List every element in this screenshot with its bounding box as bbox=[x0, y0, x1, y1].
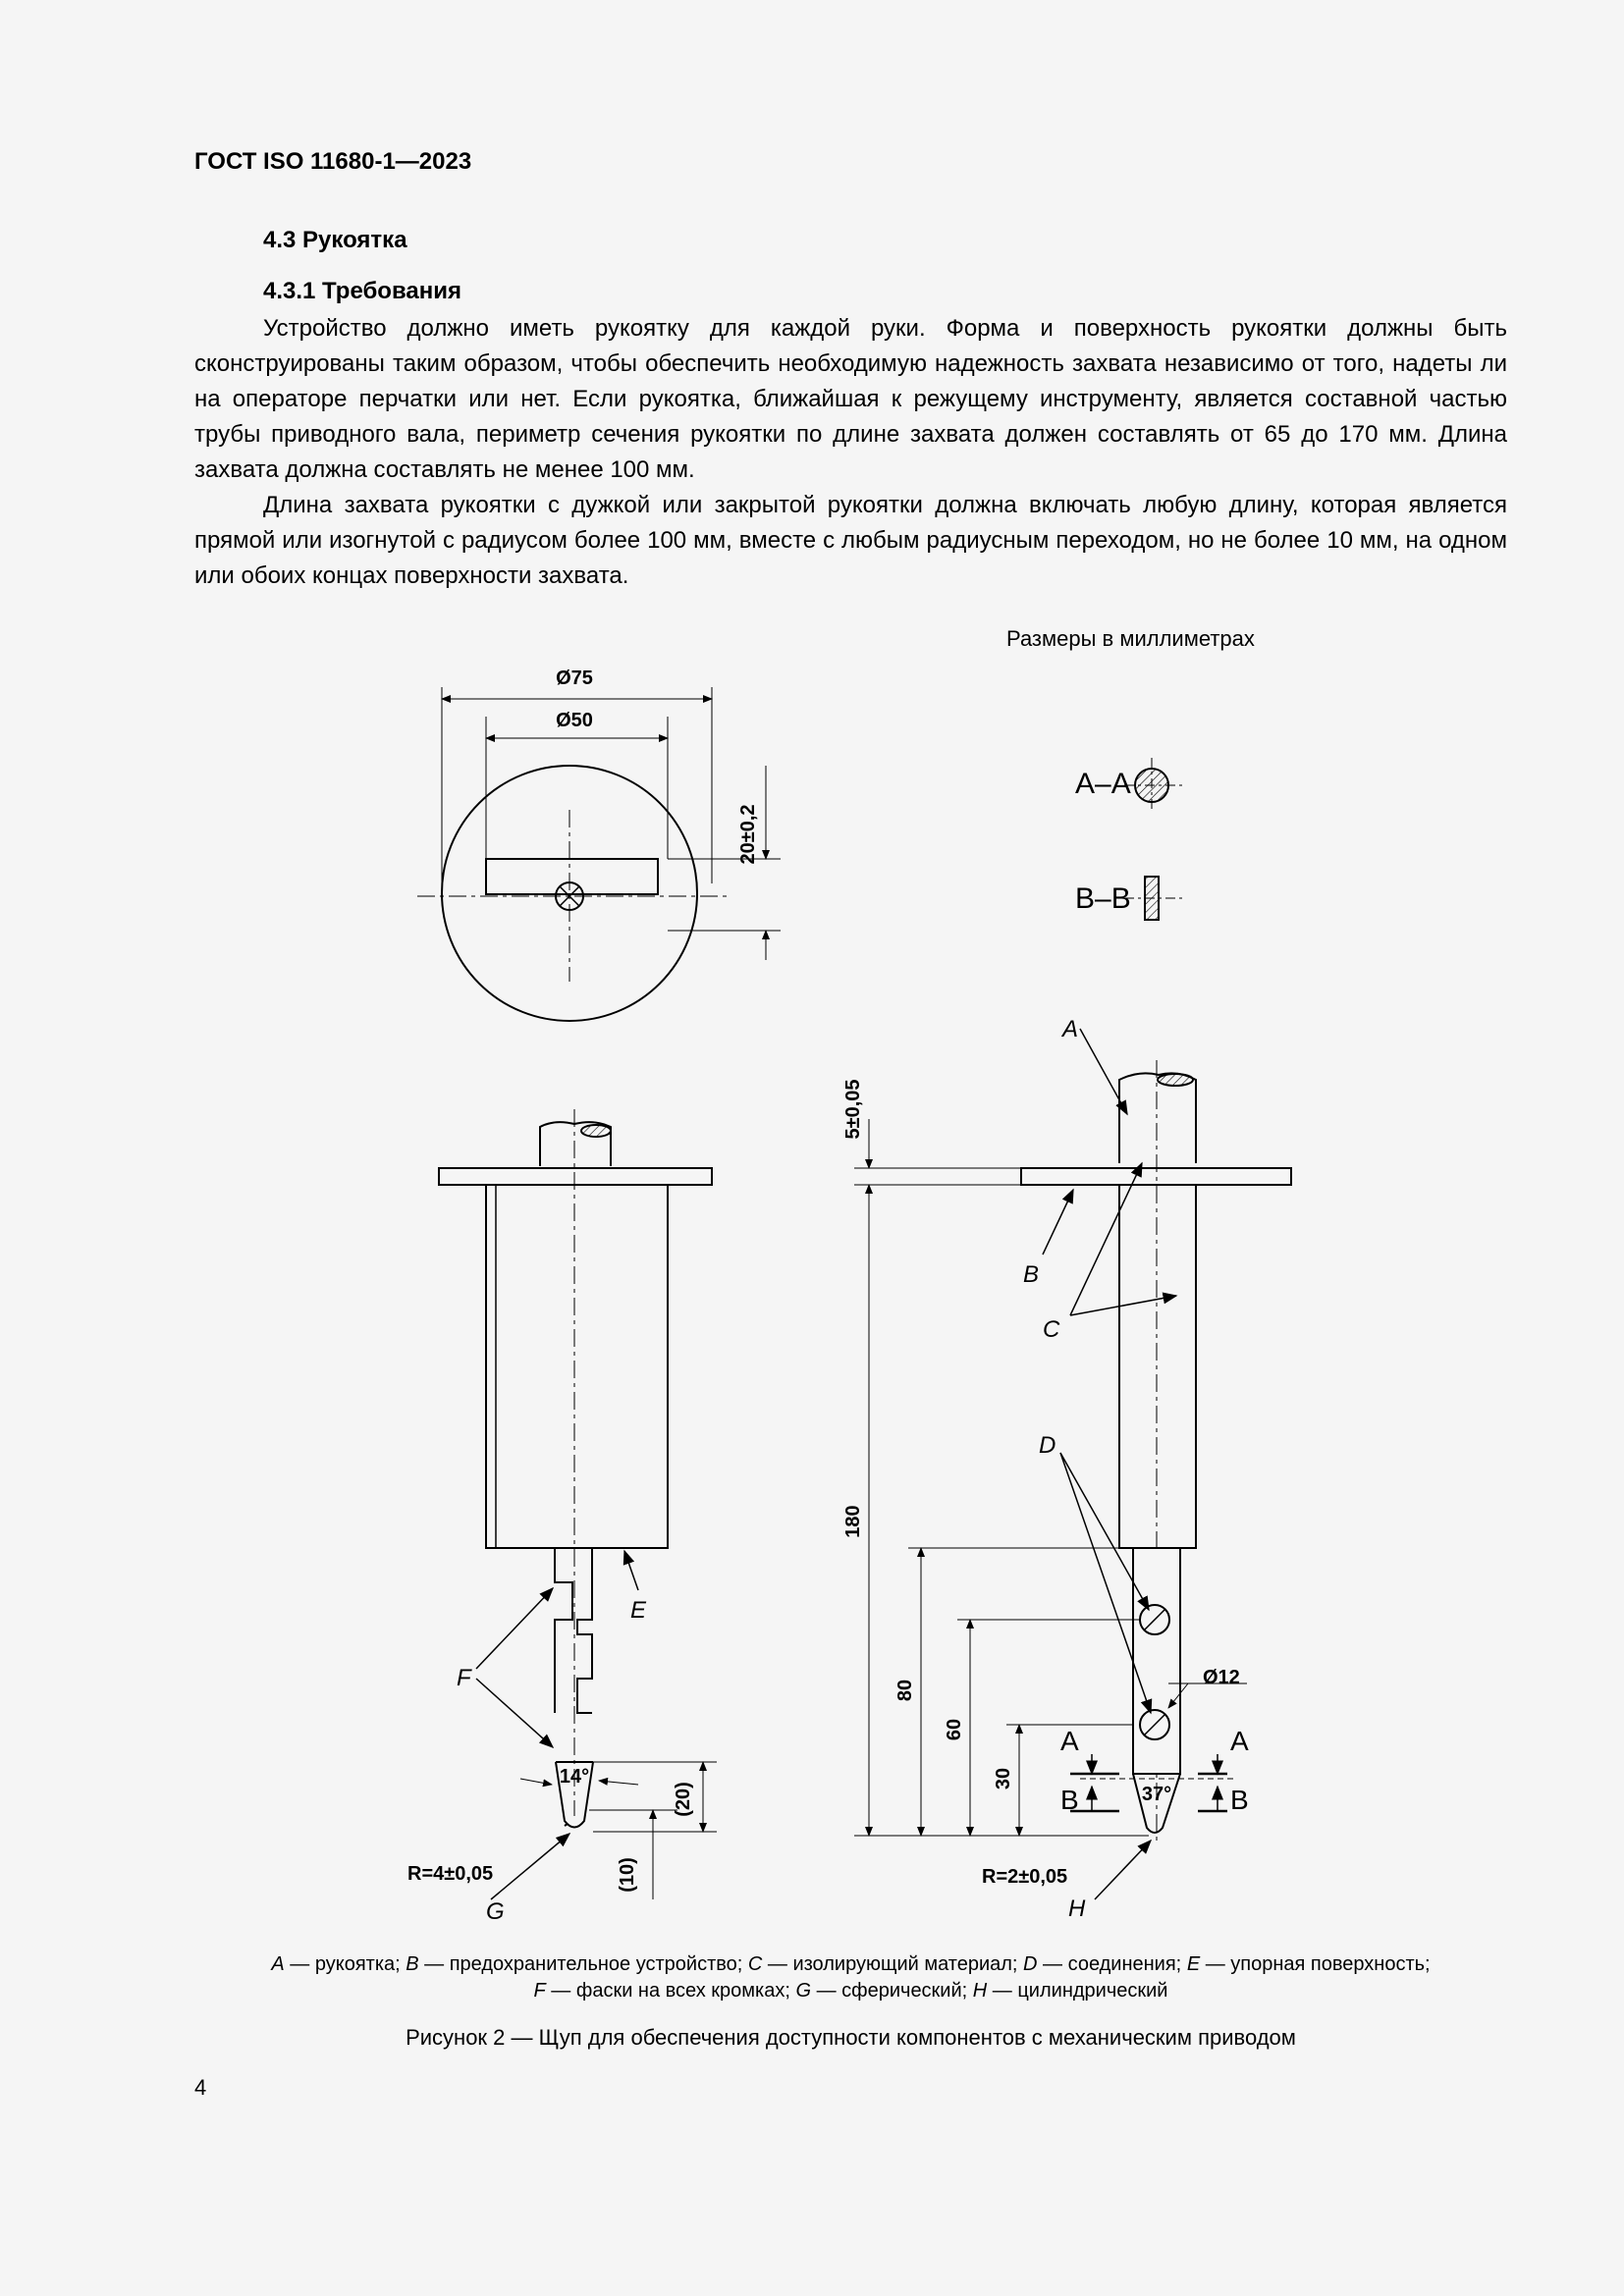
label-angle37: 37° bbox=[1141, 1784, 1172, 1805]
top-view bbox=[417, 687, 781, 1021]
label-key-A: A bbox=[1062, 1016, 1079, 1042]
label-key-C: C bbox=[1043, 1316, 1060, 1343]
legend-key-b: B bbox=[406, 1953, 419, 1975]
label-dim80: 80 bbox=[894, 1679, 916, 1702]
document-header: ГОСТ ISO 11680-1—2023 bbox=[194, 148, 472, 175]
label-key-G: G bbox=[486, 1898, 505, 1925]
subsection-heading: 4.3.1 Требования bbox=[263, 278, 462, 304]
legend-text-h: — цилиндрический bbox=[987, 1980, 1168, 2002]
legend-text-a: — рукоятка; bbox=[284, 1953, 406, 1975]
figure-caption: Рисунок 2 — Щуп для обеспечения доступности компонентов с механическим приводом bbox=[406, 2025, 1296, 2050]
label-B-left: B bbox=[1060, 1785, 1079, 1815]
label-dim30: 30 bbox=[993, 1767, 1014, 1790]
label-key-F: F bbox=[457, 1665, 471, 1691]
legend-text-g: — сферический; bbox=[811, 1980, 973, 2002]
side-view bbox=[854, 1029, 1291, 1899]
label-r2: R=2±0,05 bbox=[982, 1866, 1068, 1888]
paragraph-1: Устройство должно иметь рукоятку для каждой руки. Форма и поверхность рукоятки должны быть сконструированы таким образом, чтобы обеспечить необходимую надежность захвата независимо от того, надеты ли на операторе перчатки или нет. Если рукоятка, ближайшая к режущему инструменту, является составной частью трубы приводного вала, периметр сечения рукоятки по длине захвата должен составлять от 65 до 170 мм. Длина захвата должна составлять не менее 100 мм. bbox=[194, 315, 1507, 483]
label-dim60: 60 bbox=[944, 1718, 965, 1741]
legend-text-c: — изолирующий материал; bbox=[762, 1953, 1024, 1975]
legend-key-h: H bbox=[972, 1980, 988, 2002]
paragraph-2: Длина захвата рукоятки с дужкой или закрытой рукоятки должна включать любую длину, которая является прямой или изогнутой с радиусом более 100 мм, вместе с любым радиусным переходом, но не более 10 мм, на одном или обоих концах поверхности захвата. bbox=[194, 492, 1507, 589]
legend-text-e: — упорная поверхность; bbox=[1200, 1953, 1431, 1975]
page-number: 4 bbox=[194, 2075, 207, 2100]
label-key-E: E bbox=[630, 1597, 647, 1624]
label-dim10: (10) bbox=[617, 1857, 638, 1893]
legend-text-b: — предохранительное устройство; bbox=[418, 1953, 748, 1975]
legend-key-d: D bbox=[1023, 1953, 1038, 1975]
legend-text-d: — соединения; bbox=[1037, 1953, 1187, 1975]
label-d12: Ø12 bbox=[1203, 1667, 1240, 1688]
label-d20: 20±0,2 bbox=[737, 804, 759, 865]
section-bb bbox=[1124, 877, 1183, 920]
label-section-aa: A–A bbox=[1075, 768, 1131, 800]
figure-legend bbox=[194, 1951, 1507, 2004]
section-aa bbox=[1124, 758, 1183, 813]
label-A-left: A bbox=[1060, 1726, 1079, 1756]
label-key-B: B bbox=[1023, 1261, 1040, 1288]
label-key-D: D bbox=[1039, 1432, 1056, 1459]
label-B-right: B bbox=[1230, 1785, 1249, 1815]
label-d75: Ø75 bbox=[556, 667, 593, 689]
label-angle14: 14° bbox=[559, 1766, 590, 1788]
label-A-right: A bbox=[1230, 1726, 1249, 1756]
label-dim180: 180 bbox=[842, 1505, 864, 1538]
label-section-bb: B–B bbox=[1075, 882, 1131, 915]
legend-text-f: — фаски на всех кромках; bbox=[545, 1980, 796, 2002]
legend-key-a: A bbox=[271, 1953, 285, 1975]
label-r4: R=4±0,05 bbox=[407, 1863, 494, 1885]
label-d50: Ø50 bbox=[556, 710, 593, 731]
technical-drawing bbox=[295, 658, 1326, 1934]
section-heading: 4.3 Рукоятка bbox=[263, 227, 407, 253]
units-note: Размеры в миллиметрах bbox=[1006, 626, 1255, 651]
label-key-H: H bbox=[1068, 1896, 1086, 1922]
legend-key-c: C bbox=[747, 1953, 763, 1975]
legend-key-e: E bbox=[1186, 1953, 1201, 1975]
legend-key-f: F bbox=[533, 1980, 546, 2002]
label-dim5: 5±0,05 bbox=[842, 1079, 864, 1140]
legend-key-g: G bbox=[795, 1980, 812, 2002]
label-dim20: (20) bbox=[673, 1782, 694, 1817]
